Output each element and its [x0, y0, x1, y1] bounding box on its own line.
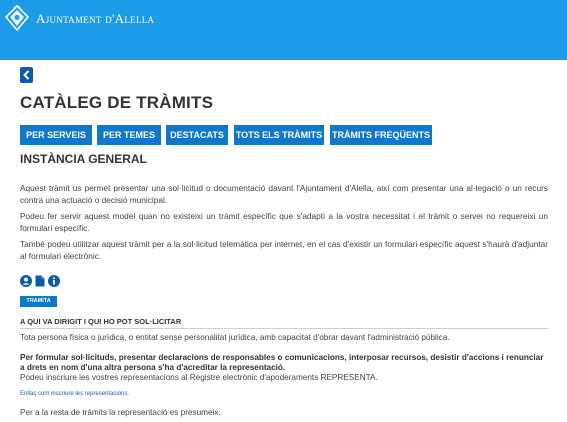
back-button[interactable] [20, 67, 33, 83]
tab-per-temes[interactable]: PER TEMES [97, 125, 161, 145]
procedure-description: També podeu utilitzar aquest tràmit per a la sol·licitud telemàtica per internet, en el cas d'existir un formulari específic aquest s'haurà d'adjuntar al formulari electrònic. [20, 239, 548, 261]
procedure-description: Podeu fer servir aquest model quan no existeixi un tràmit específic que s'adapti a la vostra necessitat i el tràmit o servei no requereixi un formulari específic. [20, 211, 548, 233]
tab-tramits-frequents[interactable]: TRÀMITS FREQÜENTS [330, 125, 432, 145]
tab-per-serveis[interactable]: PER SERVEIS [20, 125, 92, 145]
chevron-left-icon [22, 70, 31, 80]
site-brand[interactable]: Ajuntament d'Alella [36, 11, 155, 26]
tramita-button[interactable]: TRAMITA [20, 296, 57, 307]
presumed-representation-text: Per a la resta de tràmits la representació es presumeix. [20, 408, 221, 417]
representation-notice: Per formular sol·licituds, presentar declaracions de responsables o comunicacions, interposar recursos, desistir d'accions i renunciar a drets en nom d'una altra persona s'ha d'acreditar la representació. [20, 353, 544, 372]
tab-destacats[interactable]: DESTACATS [166, 125, 228, 145]
tab-tots-els-tramits[interactable]: TOTS ELS TRÀMITS [234, 125, 324, 145]
representations-link[interactable]: Enllaç com inscriure les representacions. [20, 391, 130, 397]
site-header [0, 0, 567, 60]
procedure-title: INSTÀNCIA GENERAL [20, 152, 147, 166]
representa-registry-text: Podeu inscriure les vostres representacions al Registre electrònic d'apoderaments REPRESENTA. [20, 373, 378, 382]
page-title: CATÀLEG DE TRÀMITS [20, 93, 214, 112]
audience-heading: A QUI VA DIRIGIT I QUI HO POT SOL·LICITAR [20, 317, 182, 326]
audience-text: Tota persona física o jurídica, o entitat sense personalitat jurídica, amb capacitat d'obrar davant l'administració pública. [20, 333, 450, 342]
document-icon[interactable] [35, 274, 45, 292]
procedure-description: Aquest tràmit us permet presentar una sol·licitud o documentació davant l'Ajuntament d'Alella, així com presentar una al·legació o un recurs contra una actuació o decisió municipal. [20, 183, 548, 205]
user-icon[interactable] [20, 274, 32, 292]
info-icon[interactable] [48, 274, 60, 292]
municipal-coat-of-arms-icon[interactable] [5, 5, 29, 31]
section-divider [20, 328, 548, 329]
